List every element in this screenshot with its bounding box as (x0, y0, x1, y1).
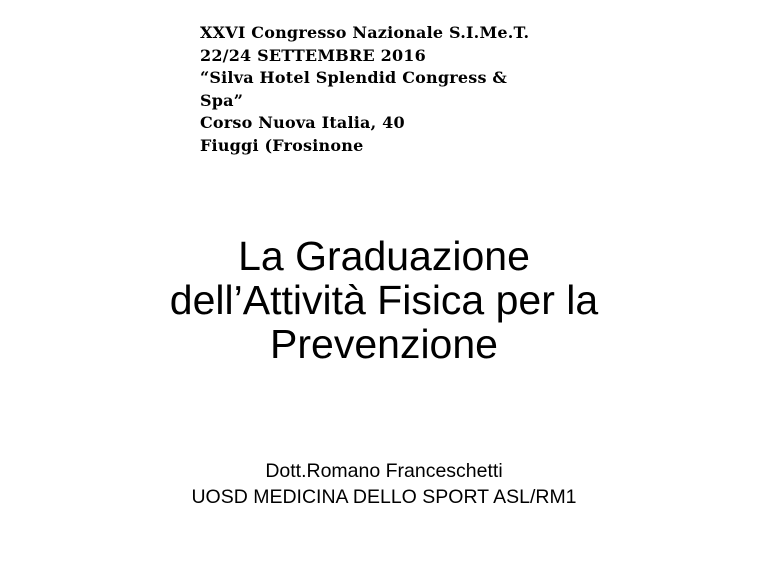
author-affiliation: UOSD MEDICINA DELLO SPORT ASL/RM1 (191, 486, 577, 508)
congress-name: XXVI Congresso Nazionale S.I.Me.T. (200, 23, 530, 42)
congress-dates: 22/24 SETTEMBRE 2016 (200, 45, 426, 65)
title-line-1: La Graduazione (238, 233, 530, 279)
title-line-2: dell’Attività Fisica per la (169, 277, 599, 323)
congress-city: Fiuggi (Frosinone (200, 135, 364, 155)
congress-info (200, 22, 620, 157)
author-name: Dott.Romano Franceschetti (265, 460, 503, 482)
congress-venue-line-2: Spa” (200, 90, 244, 110)
congress-address: Corso Nuova Italia, 40 (200, 113, 405, 132)
title-line-3: Prevenzione (270, 321, 498, 367)
author-info (84, 458, 684, 510)
slide-title (84, 234, 684, 366)
congress-venue-line-1: “Silva Hotel Splendid Congress & (200, 68, 508, 87)
